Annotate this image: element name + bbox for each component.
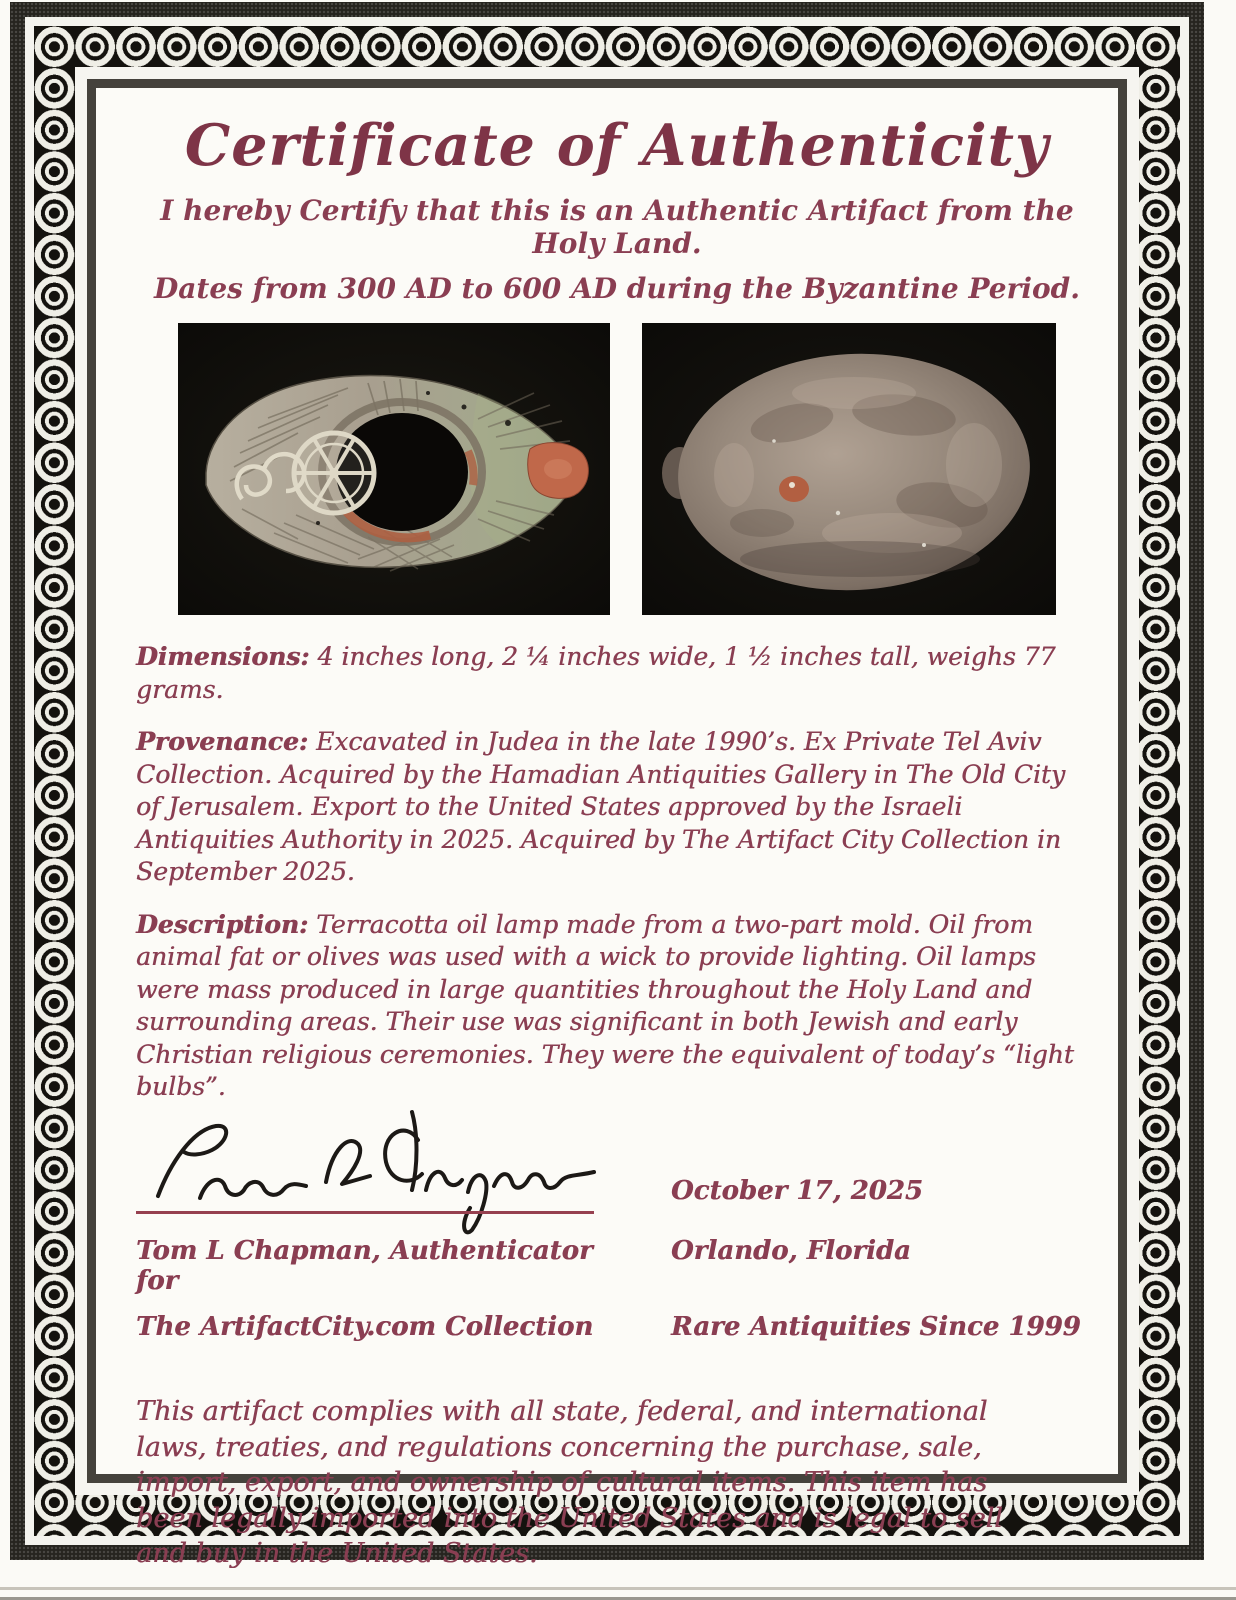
signer-name: Tom L Chapman, Authenticator for	[136, 1235, 593, 1296]
signature-line	[136, 1211, 594, 1214]
certificate	[10, 2, 1204, 1570]
certificate-title: Certificate of Authenticity	[184, 112, 1050, 179]
inner-frame	[87, 79, 1127, 1570]
artifact-photos	[136, 323, 1098, 615]
provenance-label: Provenance:	[136, 727, 308, 757]
dimensions-label: Dimensions:	[136, 642, 310, 672]
description-paragraph	[136, 909, 1088, 1104]
white-gap-inner	[75, 67, 1139, 1570]
subtitle-line-1: I hereby Certify that this is an Authentic Artifact from the Holy Land.	[160, 194, 1074, 261]
provenance-text: Excavated in Judea in the late 1990’s. Ex Private Tel Aviv Collection. Acquired by the Hamadian Antiquities Gallery in The Old City of Jerusalem. Export to the United States approved by the Israeli Antiquities Authority in 2025. Acquired by The Artifact City Collection in September 2025.	[136, 727, 1066, 887]
handwritten-signature	[150, 1106, 600, 1238]
concentric-circles-border	[34, 26, 1180, 1570]
signature-block	[136, 1116, 1098, 1220]
provenance-paragraph	[136, 726, 1088, 889]
subtitle-line-2: Dates from 300 AD to 600 AD during the Byzantine Period.	[154, 272, 1080, 306]
description-text: Terracotta oil lamp made from a two-part mold. Oil from animal fat or olives was used with a wick to provide lighting. Oil lamps were mass produced in large quantities throughout the Holy Land and surrounding areas. Their use was significant in both Jewish and early Christian religious ceremonies. They were the equivalent of today’s “light bulbs”.	[136, 909, 1074, 1102]
scan-edge-line	[0, 1587, 1236, 1590]
photo-lamp-top-view	[178, 323, 610, 615]
description-label: Description:	[136, 909, 309, 939]
outer-black-band	[10, 2, 1204, 1570]
collection-tagline: Rare Antiquities Since 1999	[671, 1311, 1081, 1342]
certificate-content	[96, 88, 1118, 1570]
dimensions-text: 4 inches long, 2 ¼ inches wide, 1 ½ inches tall, weighs 77 grams.	[136, 642, 1056, 704]
certificate-date: October 17, 2025	[671, 1175, 923, 1206]
photo-lamp-bottom-view	[642, 323, 1056, 615]
dimensions-paragraph	[136, 641, 1088, 706]
collection-name: The ArtifactCity.com Collection	[136, 1311, 594, 1342]
legal-paragraph: This artifact complies with all state, federal, and international laws, treaties, and regulations concerning the purchase, sale, import, export, and ownership of cultural items. This item has been legally imported into the United States and is legal to sell and buy in the United States.	[136, 1395, 1003, 1570]
white-gap-outer	[25, 17, 1189, 1570]
signature-area	[136, 1116, 641, 1220]
collection-row	[136, 1312, 1098, 1342]
signer-location: Orlando, Florida	[671, 1235, 911, 1266]
signer-row	[136, 1236, 1098, 1296]
